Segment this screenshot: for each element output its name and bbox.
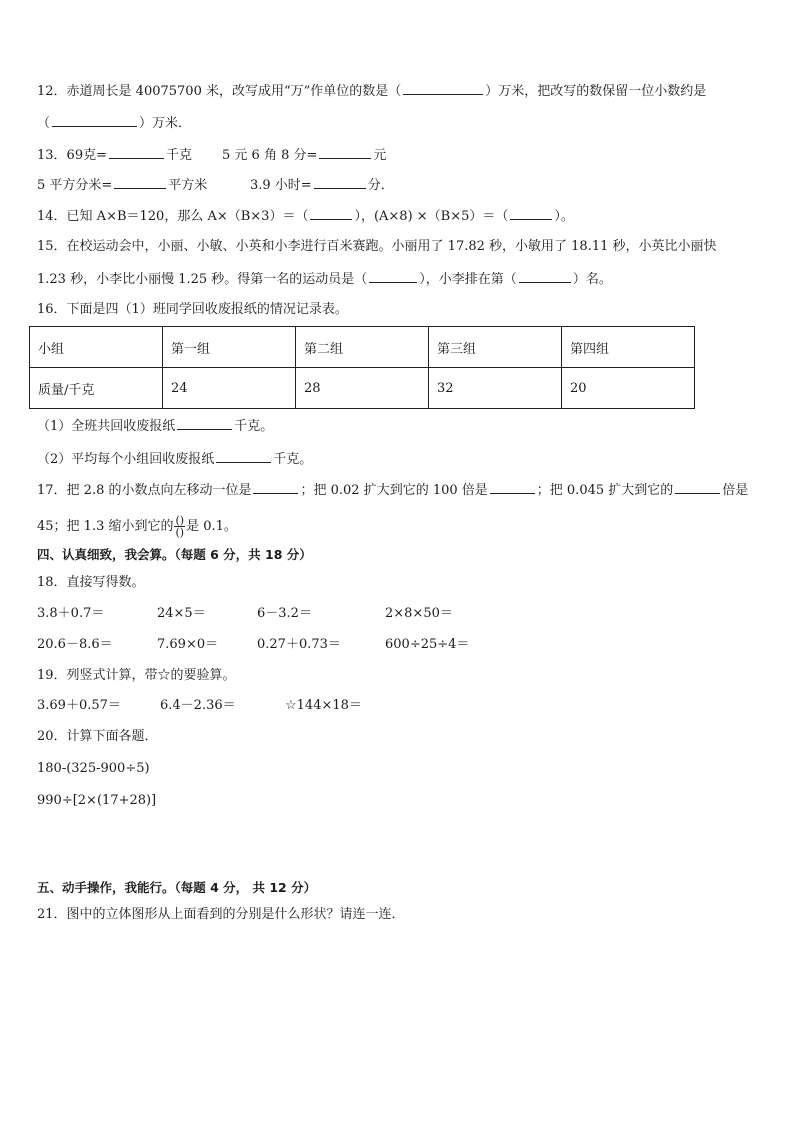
table-row-header [30, 327, 695, 368]
q18-title: 18．直接写得数。 [37, 575, 145, 590]
q18-item: 7.69×0＝ [157, 637, 219, 652]
q15-line1: 15．在校运动会中，小丽、小敏、小英和小李进行百米赛跑。小丽用了 17.82 秒，小敏用了 18.11 秒，小英比小丽快 [37, 239, 717, 254]
q20-expr-1: 180-(325-900÷5) [37, 761, 150, 776]
q21-text: 21．图中的立体图形从上面看到的分别是什么形状？请连一连． [37, 907, 405, 922]
q18-item: 600÷25÷4＝ [385, 637, 470, 652]
q17-line2: 45；把 1.3 缩小到它的 $\frac{()}{()}$ 是 0.1。 [37, 514, 237, 539]
table-row-data [30, 368, 695, 409]
q16-blank-1[interactable] [177, 417, 232, 430]
q18-item: 0.27＋0.73＝ [257, 637, 341, 652]
q18-item: 6－3.2＝ [257, 606, 312, 621]
q13-d: 3.9 小时= 分． [250, 178, 394, 193]
q13-blank-a[interactable] [109, 146, 164, 159]
q19-title: 19．列竖式计算，带☆的要验算。 [37, 668, 236, 683]
table-cell: 第三组 [429, 327, 562, 368]
q17-blank-1[interactable] [253, 481, 298, 494]
q20-expr-2: 990÷[2×(17+28)] [37, 793, 157, 808]
q13-a: 13．69克= 千克 [37, 148, 192, 163]
q18-item: 3.8＋0.7＝ [37, 606, 105, 621]
q12-line2: （ ）万米． [37, 116, 192, 131]
table-cell: 质量/千克 [30, 368, 163, 409]
q14-blank-2[interactable] [510, 207, 552, 220]
q16-sub1: （1）全班共回收废报纸 千克。 [37, 419, 274, 434]
q16-sub2: （2）平均每个小组回收废报纸 千克。 [37, 452, 313, 467]
q18-item: 24×5＝ [157, 606, 206, 621]
table-cell: 28 [296, 368, 429, 409]
q12-blank-1[interactable] [403, 82, 483, 95]
section-5-heading: 五、动手操作，我能行。（每题 4 分， 共 12 分） [37, 880, 317, 895]
q17-line1: 17．把 2.8 的小数点向左移动一位是 ；把 0.02 扩大到它的 100 倍是 ；把 0.045 扩大到它的 倍是 [37, 483, 749, 498]
table-cell: 32 [429, 368, 562, 409]
q19-item: 6.4－2.36＝ [160, 698, 236, 713]
q13-blank-d[interactable] [314, 176, 366, 189]
q13-c: 5 平方分米= 平方米 [37, 178, 208, 193]
q12-line1: 12．赤道周长是 40075700 米，改写成用“万”作单位的数是（ ）万米，把改写的数保留一位小数约是 [37, 84, 707, 99]
q18-item: 20.6－8.6＝ [37, 637, 113, 652]
record-table [29, 326, 695, 409]
section-4-heading: 四、认真细致，我会算。（每题 6 分，共 18 分） [37, 547, 312, 562]
q15-line2: 1.23 秒，小李比小丽慢 1.25 秒。得第一名的运动员是（ ），小李排在第（ ）名。 [37, 272, 612, 287]
q16-intro: 16．下面是四（1）班同学回收废报纸的情况记录表。 [37, 302, 348, 317]
fraction-blank[interactable]: $\frac{()}{()}$ [175, 514, 185, 539]
table-cell: 20 [562, 368, 695, 409]
table-cell: 24 [163, 368, 296, 409]
q14-line: 14．已知 A×B＝120，那么 A×（B×3）＝（ ），(A×8) ×（B×5）＝（ ）。 [37, 209, 574, 224]
q13-b: 5 元 6 角 8 分= 元 [222, 148, 387, 163]
q19-item: ☆144×18＝ [285, 698, 362, 713]
q13-blank-b[interactable] [319, 146, 371, 159]
q14-blank-1[interactable] [310, 207, 352, 220]
table-cell: 第四组 [562, 327, 695, 368]
table-cell: 小组 [30, 327, 163, 368]
q18-item: 2×8×50＝ [385, 606, 453, 621]
q20-title: 20．计算下面各题． [37, 729, 158, 744]
q15-blank-1[interactable] [369, 270, 417, 283]
q17-blank-2[interactable] [490, 481, 535, 494]
q13-blank-c[interactable] [114, 176, 166, 189]
q19-item: 3.69＋0.57＝ [37, 698, 121, 713]
q17-blank-3[interactable] [675, 481, 720, 494]
table-cell: 第一组 [163, 327, 296, 368]
q16-blank-2[interactable] [216, 450, 271, 463]
table-cell: 第二组 [296, 327, 429, 368]
q12-blank-2[interactable] [52, 114, 137, 127]
q15-blank-2[interactable] [519, 270, 571, 283]
